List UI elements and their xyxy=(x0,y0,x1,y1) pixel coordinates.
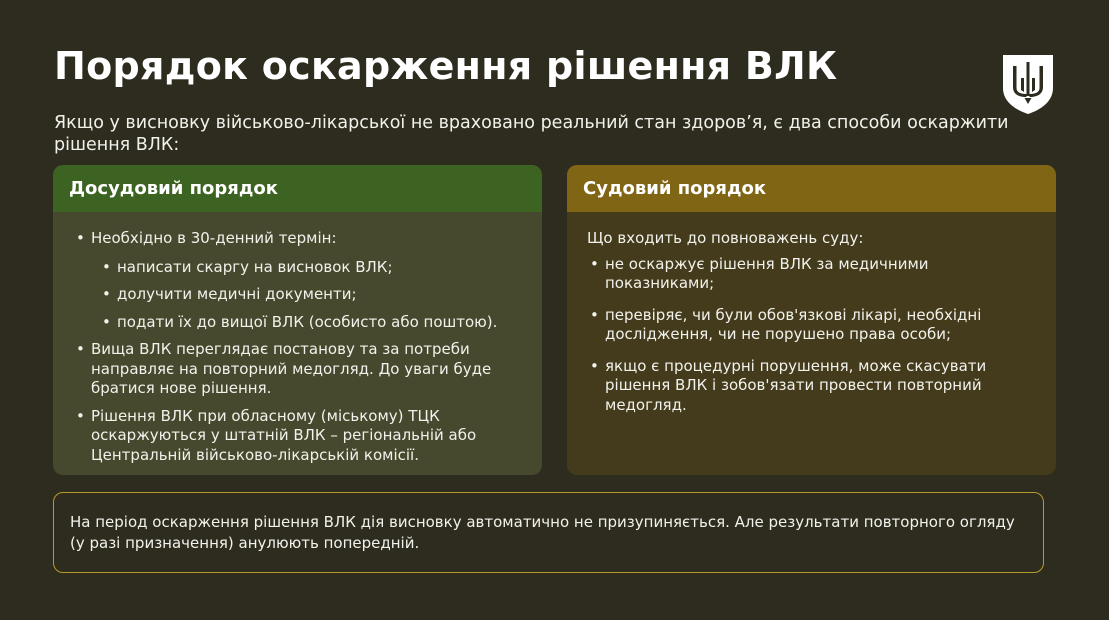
list-item: • якщо є процедурні порушення, може скасувати рішення ВЛК і зобов'язати провести повторний медогляд. xyxy=(587,357,1036,416)
list-item xyxy=(73,229,522,332)
pretrial-card-body xyxy=(53,212,542,465)
list-item: • перевіряє, чи були обов'язкові лікарі, необхідні дослідження, чи не порушено права особи; xyxy=(587,306,1036,345)
judicial-lead-text: Що входить до повноважень суду: xyxy=(587,229,864,247)
list-item: • Вища ВЛК переглядає постанову та за потреби направляє на повторний медогляд. До уваги буде братися нове рішення. xyxy=(73,340,522,399)
note-text: На період оскарження рішення ВЛК дія висновку автоматично не призупиняється. Але результати повторного огляду (у разі призначення) анулюють попередній. xyxy=(70,512,1015,552)
pretrial-procedure-card xyxy=(53,165,542,475)
pretrial-card-title: Досудовий порядок xyxy=(53,165,542,212)
judicial-card-body xyxy=(567,212,1056,415)
page-title: Порядок оскарження рішення ВЛК xyxy=(54,44,838,88)
judicial-card-title: Судовий порядок xyxy=(567,165,1056,212)
intro-text: Якщо у висновку військово-лікарської не враховано реальний стан здоров’я, є два способи оскаржити рішення ВЛК: xyxy=(54,113,1009,155)
pretrial-sub-list xyxy=(99,258,522,333)
sub-list-item: • долучити медичні документи; xyxy=(99,285,522,305)
note-box xyxy=(53,492,1044,573)
trident-shield-icon xyxy=(1000,52,1056,116)
list-item: • не оскаржує рішення ВЛК за медичними показниками; xyxy=(587,255,1036,294)
judicial-list xyxy=(587,255,1036,416)
list-item: • Рішення ВЛК при обласному (міському) ТЦК оскаржуються у штатній ВЛК – регіональній або Центральній військово-лікарській комісії. xyxy=(73,407,522,466)
judicial-procedure-card xyxy=(567,165,1056,475)
sub-list-item: • написати скаргу на висновок ВЛК; xyxy=(99,258,522,278)
sub-list-item: • подати їх до вищої ВЛК (особисто або поштою). xyxy=(99,313,522,333)
pretrial-list xyxy=(73,229,522,465)
list-item-text: Необхідно в 30-денний термін: xyxy=(91,229,337,247)
